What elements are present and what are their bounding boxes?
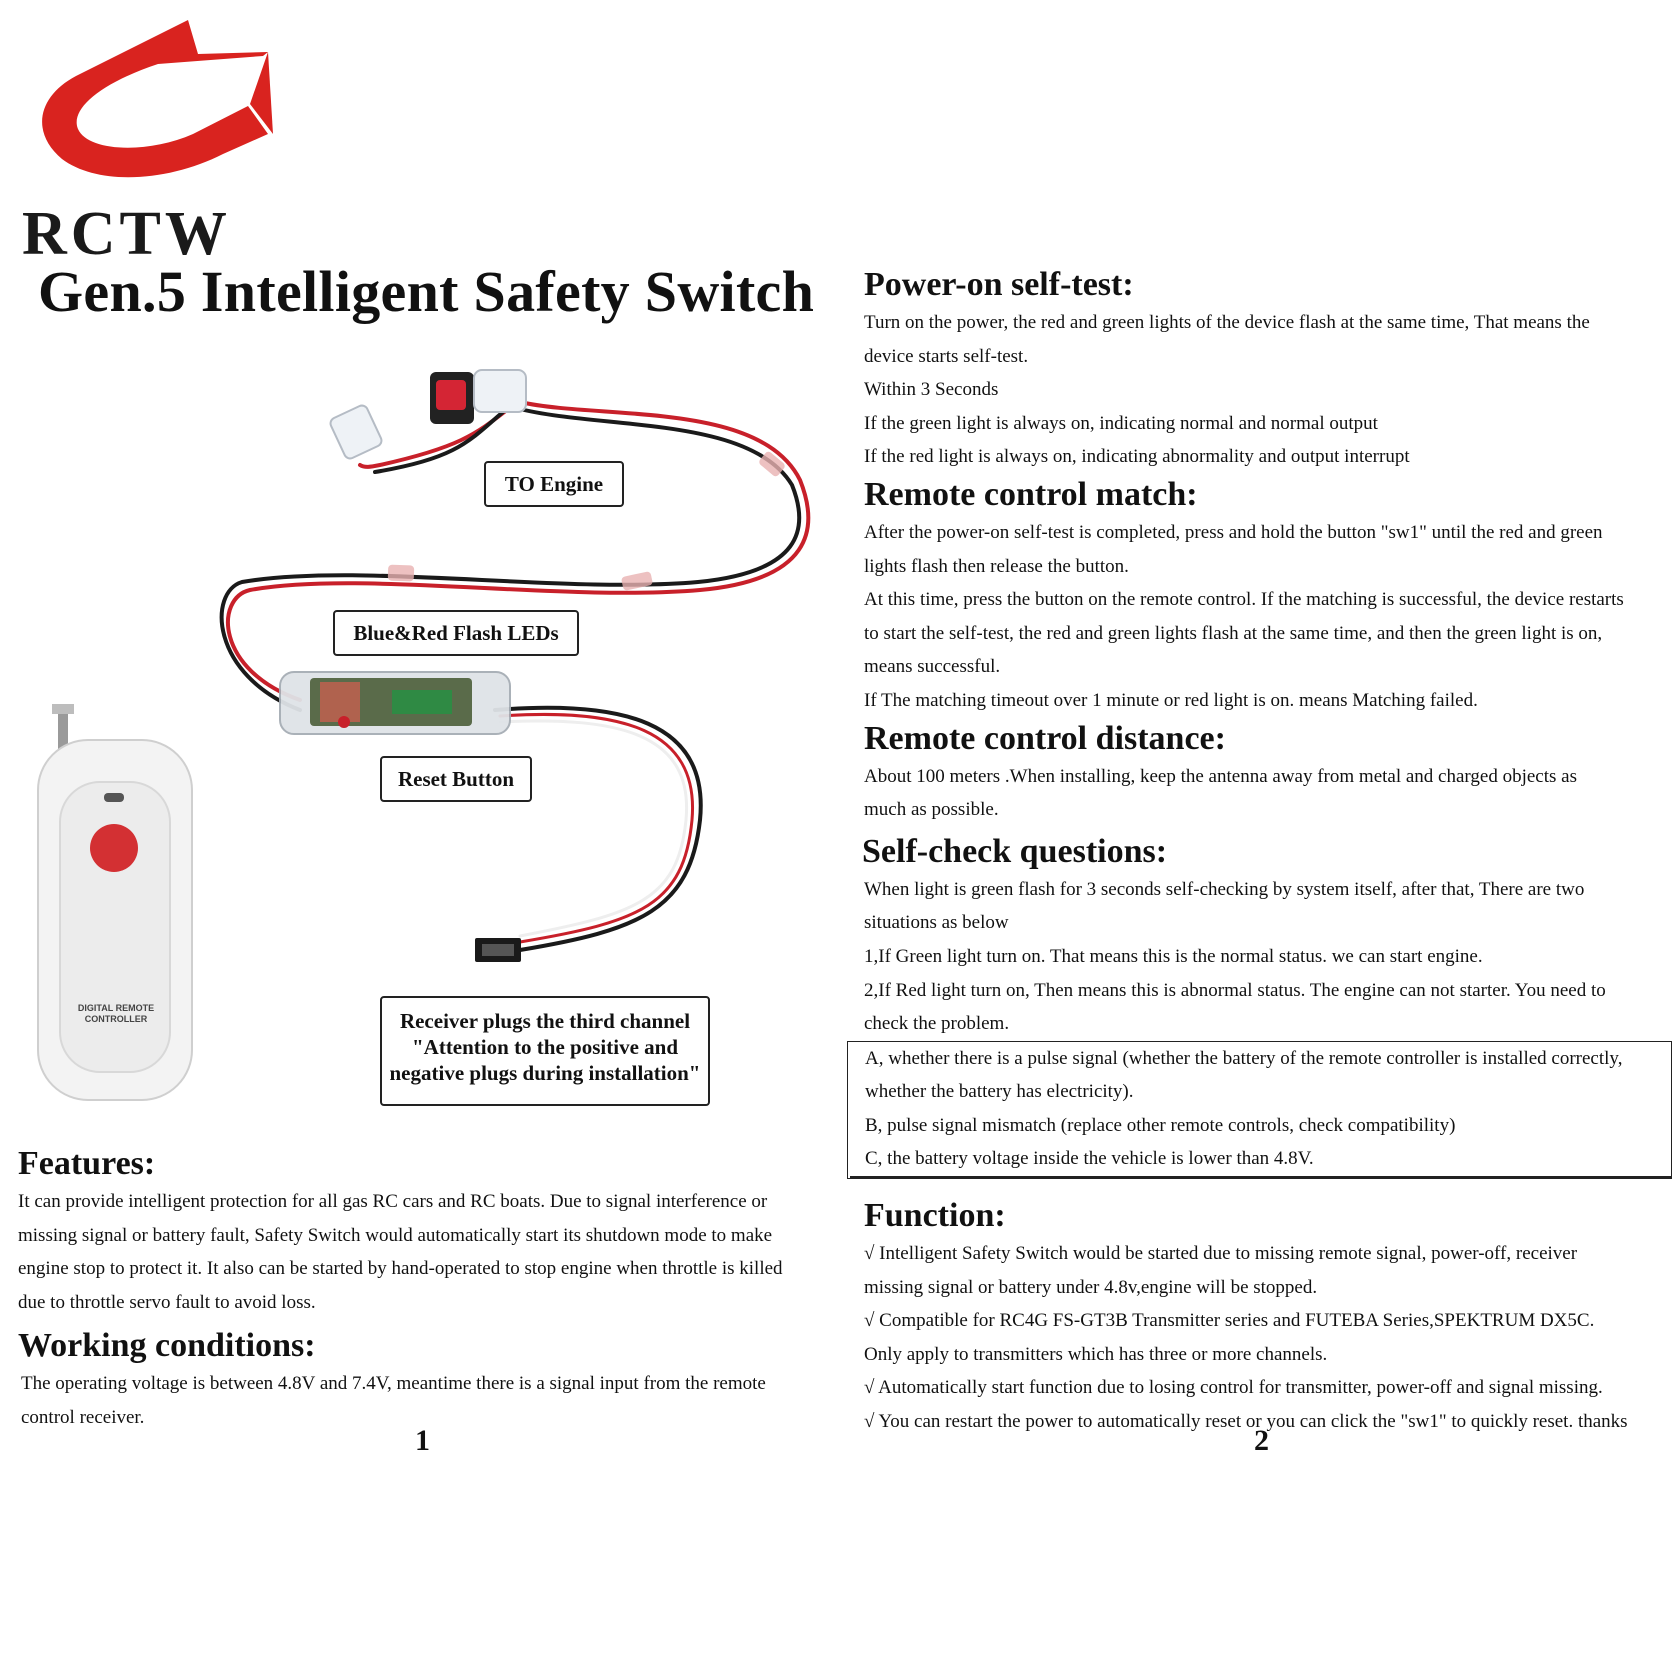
self-check-line: check the problem. <box>864 1013 1010 1035</box>
callout-reset-button: Reset Button <box>380 756 532 802</box>
callout-receiver-line-1: Receiver plugs the third channel <box>399 1009 691 1033</box>
distance-line: About 100 meters .When installing, keep the antenna away from metal and charged objects as <box>864 765 1577 787</box>
features-line: missing signal or battery fault, Safety Switch would automatically start its shutdown mode to make <box>18 1224 773 1246</box>
self-test-line: Turn on the power, the red and green lights of the device flash at the same time, That means the <box>864 312 1590 333</box>
function-line: Only apply to transmitters which has three or more channels. <box>864 1343 1328 1365</box>
troubleshooting-line: whether the battery has electricity). <box>865 1081 1134 1103</box>
page-number-2: 2 <box>1254 1424 1269 1457</box>
function-line: √ Compatible for RC4G FS-GT3B Transmitter series and FUTEBA Series,SPEKTRUM DX5C. <box>864 1310 1595 1332</box>
self-check-line: 2,If Red light turn on, Then means this is abnormal status. The engine can not starter. You need to <box>864 979 1606 1001</box>
troubleshooting-line: A, whether there is a pulse signal (whether the battery of the remote controller is installed correctly, <box>865 1047 1623 1069</box>
page-title: Gen.5 Intelligent Safety Switch <box>38 259 815 324</box>
callout-receiver-line-3: negative plugs during installation" <box>389 1061 701 1085</box>
receiver-plug-icon <box>475 938 521 962</box>
function-heading: Function: <box>864 1197 1006 1235</box>
remote-control-icon <box>38 704 192 1100</box>
match-line: After the power-on self-test is completed, press and hold the button "sw1" until the red and green <box>864 521 1603 543</box>
self-check-line: 1,If Green light turn on. That means this is the normal status. we can start engine. <box>864 945 1483 967</box>
self-test-line: Within 3 Seconds <box>864 379 999 401</box>
troubleshooting-box <box>847 1041 1672 1179</box>
match-line: lights flash then release the button. <box>864 555 1129 577</box>
remote-label-line-2: CONTROLLER <box>84 1014 148 1024</box>
remote-match-heading: Remote control match: <box>864 475 1198 513</box>
distance-line: much as possible. <box>864 799 999 821</box>
working-line: The operating voltage is between 4.8V and 7.4V, meantime there is a signal input from the remote <box>21 1373 766 1395</box>
page1-text <box>18 1143 828 1435</box>
product-diagram <box>0 340 830 1120</box>
remote-distance-heading: Remote control distance: <box>864 719 1226 757</box>
match-line: At this time, press the button on the remote control. If the matching is successful, the device restarts <box>864 589 1624 611</box>
features-line: due to throttle servo fault to avoid loss. <box>18 1291 316 1313</box>
self-check-heading: Self-check questions: <box>862 832 1168 870</box>
self-test-line: If the green light is always on, indicating normal and normal output <box>864 412 1378 434</box>
remote-label-line-1: DIGITAL REMOTE <box>77 1003 155 1013</box>
troubleshooting-line: C, the battery voltage inside the vehicle is lower than 4.8V. <box>865 1148 1314 1170</box>
callout-to-engine: TO Engine <box>484 461 624 507</box>
callout-flash-leds: Blue&Red Flash LEDs <box>333 610 579 656</box>
function-line: missing signal or battery under 4.8v,engine will be stopped. <box>864 1276 1318 1298</box>
safety-switch-module-icon <box>280 672 510 734</box>
self-check-line: When light is green flash for 3 seconds self-checking by system itself, after that, There are two <box>864 878 1585 900</box>
page2-text <box>864 264 1670 1439</box>
self-check-line: situations as below <box>864 912 1009 934</box>
rctw-logo <box>18 14 323 264</box>
page-number-1: 1 <box>415 1424 430 1457</box>
function-line: √ You can restart the power to automatically reset or you can click the "sw1" to quickly reset. thanks <box>864 1411 1628 1433</box>
callout-receiver-line-2: "Attention to the positive and <box>412 1035 678 1059</box>
self-test-heading: Power-on self-test: <box>864 266 1134 303</box>
section-divider <box>850 1176 1672 1178</box>
logo-swoosh-icon <box>42 20 268 177</box>
self-test-line: If the red light is always on, indicating abnormality and output interrupt <box>864 446 1410 468</box>
features-heading: Features: <box>18 1145 156 1182</box>
features-line: It can provide intelligent protection for all gas RC cars and RC boats. Due to signal interference or <box>18 1191 768 1212</box>
match-line: means successful. <box>864 656 1001 678</box>
match-line: to start the self-test, the red and green lights flash at the same time, and then the green light is on, <box>864 622 1603 644</box>
match-line: If The matching timeout over 1 minute or red light is on. means Matching failed. <box>864 689 1478 711</box>
working-conditions-heading: Working conditions: <box>18 1327 316 1365</box>
troubleshooting-line: B, pulse signal mismatch (replace other remote controls, check compatibility) <box>865 1114 1456 1136</box>
function-line: √ Intelligent Safety Switch would be started due to missing remote signal, power-off, receiver <box>864 1243 1578 1265</box>
working-line: control receiver. <box>21 1406 145 1428</box>
self-test-line: device starts self-test. <box>864 345 1029 367</box>
function-line: √ Automatically start function due to losing control for transmitter, power-off and signal missing. <box>864 1377 1603 1399</box>
callout-receiver-plug <box>380 996 710 1106</box>
features-line: engine stop to protect it. It also can be started by hand-operated to stop engine when throttle is killed <box>18 1258 783 1280</box>
logo-wordmark: RCTW <box>22 200 231 264</box>
